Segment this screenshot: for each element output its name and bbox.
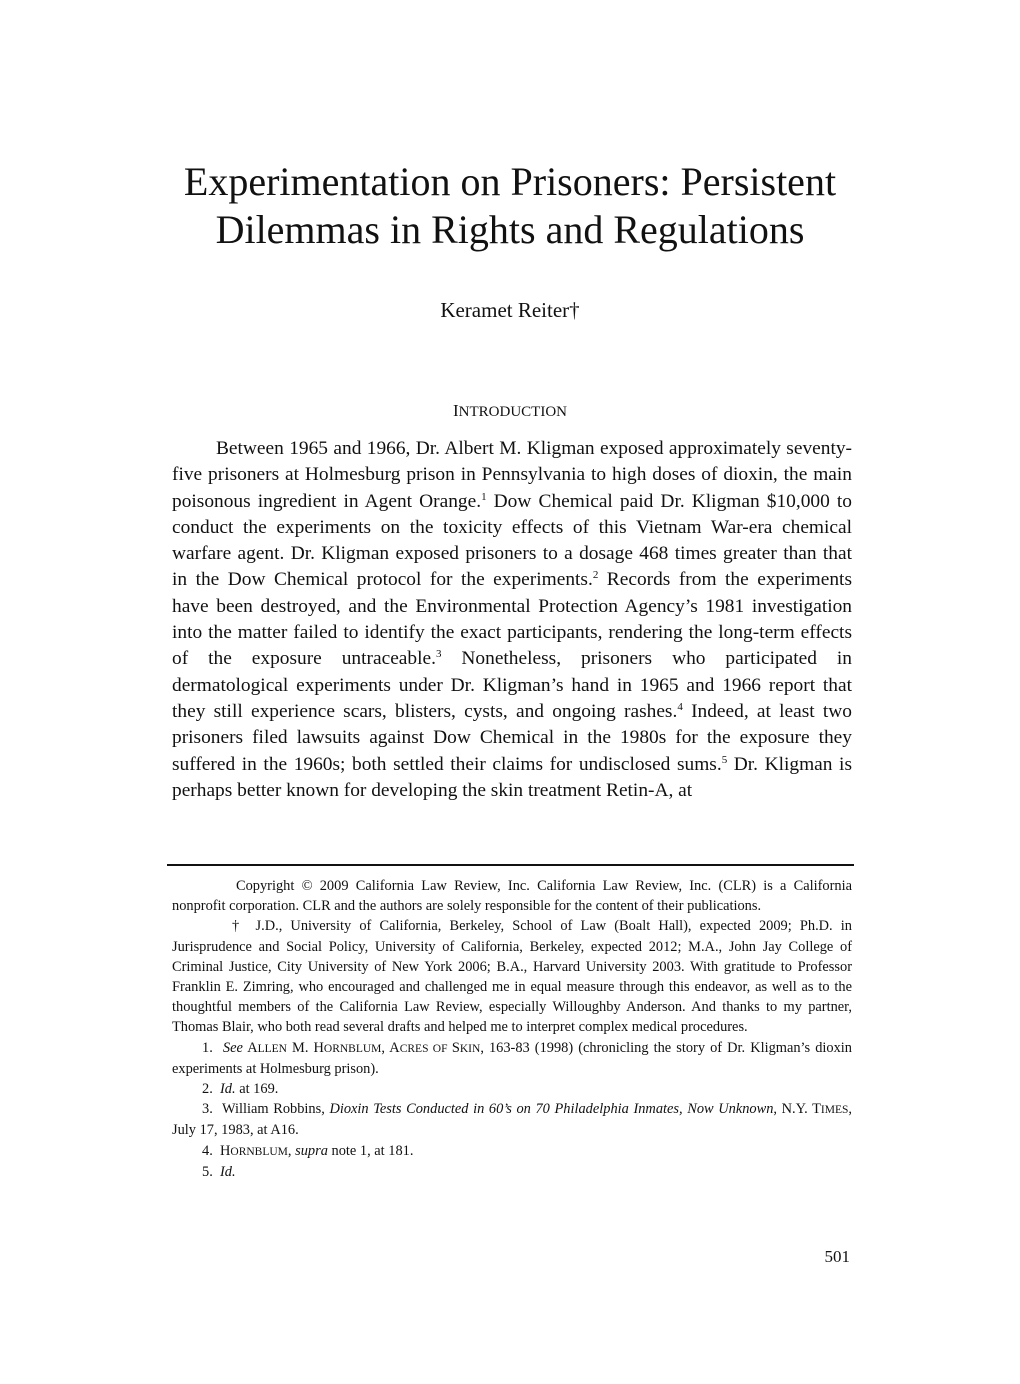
footnote-dagger-mark: † (232, 918, 240, 935)
section-heading-introduction: INTRODUCTION (453, 401, 567, 420)
footnote-ref-2[interactable]: 2 (592, 569, 599, 582)
article-title (0, 158, 1020, 254)
footnote-ref-1[interactable]: 1 (481, 490, 487, 503)
footnote-divider (167, 864, 854, 866)
article-title-line-1: Experimentation on Prisoners: Persistent (183, 159, 837, 204)
footnote-ref-3[interactable]: 3 (435, 648, 442, 661)
footnote-3: 3. William Robbins, Dioxin Tests Conducted in 60’s on 70 Philadelphia Inmates, Now Unknown, N.Y. TIMES, July 17, 1983, at A16. (172, 1101, 852, 1139)
footnote-ref-5[interactable]: 5 (721, 753, 728, 766)
page-number: 501 (824, 1247, 850, 1266)
footnote-number: 3. (202, 1101, 213, 1118)
footnote-1: 1. See ALLEN M. HORNBLUM, ACRES OF SKIN, 163-83 (1998) (chronicling the story of Dr. Kligman’s dioxin experiments at Holmesburg prison). (172, 1039, 852, 1077)
footnote-number: 1. (202, 1039, 213, 1056)
copyright-notice: Copyright © 2009 California Law Review, Inc. California Law Review, Inc. (CLR) is a California nonprofit corporation. CLR and the authors are solely responsible for the content of their publications. (172, 878, 852, 915)
footnote-number: 2. (202, 1081, 213, 1098)
footnote-2: 2. Id. at 169. (202, 1081, 279, 1098)
article-title-line-2: Dilemmas in Rights and Regulations (215, 207, 805, 252)
author-footnote-mark: † (569, 298, 580, 322)
footnote-5: 5. Id. (202, 1163, 236, 1180)
author-name: Keramet Reiter (440, 298, 570, 322)
body-paragraph: Between 1965 and 1966, Dr. Albert M. Kligman exposed approximately seventy-five prisoners at Holmesburg prison in Pennsylvania to high doses of dioxin, the main poisonous ingredient in Agent Orange.$^1$ Dow Chemical paid Dr. Kligman $10,000 to conduct the experiments on the toxicity effects of this Vietnam War-era chemical warfare agent. Dr. Kligman exposed prisoners to a dosage 468 times greater than that in the Dow Chemical protocol for the experiments.$^2$ Records from the experiments have been destroyed, and the Environmental Protection Agency’s 1981 investigation into the matter failed to identify the exact participants, rendering the long-term effects of the exposure untraceable.$^3$ Nonetheless, prisoners who participated in dermatological experiments under Dr. Kligman’s hand in 1965 and 1966 report that they still experience scars, blisters, cysts, and ongoing rashes.$^4$ Indeed, at least two prisoners filed lawsuits against Dow Chemical in the 1980s for the exposure they suffered in the 1960s; both settled their claims for undisclosed sums.$^5$ Dr. Kligman is perhaps better known for developing the skin treatment Retin-A, at (172, 438, 853, 801)
footnote-dagger: † J.D., University of California, Berkeley, School of Law (Boalt Hall), expected 2009; Ph.D. in Jurisprudence and Social Policy, University of California, Berkeley, expected 2012; M.A., John Jay College of Criminal Justice, City University of New York 2006; B.A., Harvard University 2003. With gratitude to Professor Franklin E. Zimring, who encouraged and challenged me in equal measure through this endeavor, as well as to the thoughtful members of the California Law Review, especially Willoughby Anderson. And thanks to my partner, Thomas Blair, who both read several drafts and helped me to interpret complex medical procedures. (172, 918, 852, 1036)
footnote-ref-4[interactable]: 4 (677, 700, 683, 713)
author-byline (0, 296, 1020, 324)
footnote-number: 4. (202, 1142, 213, 1159)
footnote-4: 4. HORNBLUM, supra note 1, at 181. (202, 1142, 414, 1159)
footnotes (172, 876, 852, 1182)
footnote-number: 5. (202, 1163, 213, 1180)
